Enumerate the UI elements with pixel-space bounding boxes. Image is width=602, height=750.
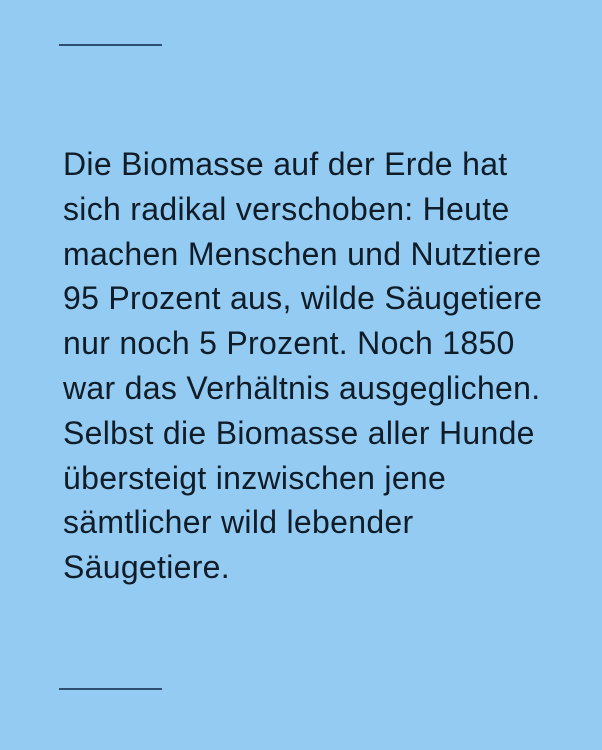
paragraph-line: 95 Prozent aus, wilde Säugetiere	[63, 280, 543, 317]
paragraph-line: machen Menschen und Nutztiere	[63, 235, 542, 272]
paragraph-line: sämtlicher wild lebender	[63, 504, 414, 541]
paragraph-line: übersteigt inzwischen jene	[63, 459, 447, 496]
top-divider-rule	[59, 44, 162, 46]
body-paragraph	[63, 142, 568, 590]
paragraph-line: war das Verhältnis ausgeglichen.	[63, 369, 541, 406]
paragraph-line: Selbst die Biomasse aller Hunde	[63, 414, 535, 451]
bottom-divider-rule	[59, 688, 162, 690]
paragraph-line: Die Biomasse auf der Erde hat	[63, 146, 508, 182]
paragraph-line: sich radikal verschoben: Heute	[63, 190, 510, 227]
paragraph-line: Säugetiere.	[63, 549, 230, 586]
paragraph-line: nur noch 5 Prozent. Noch 1850	[63, 325, 515, 362]
